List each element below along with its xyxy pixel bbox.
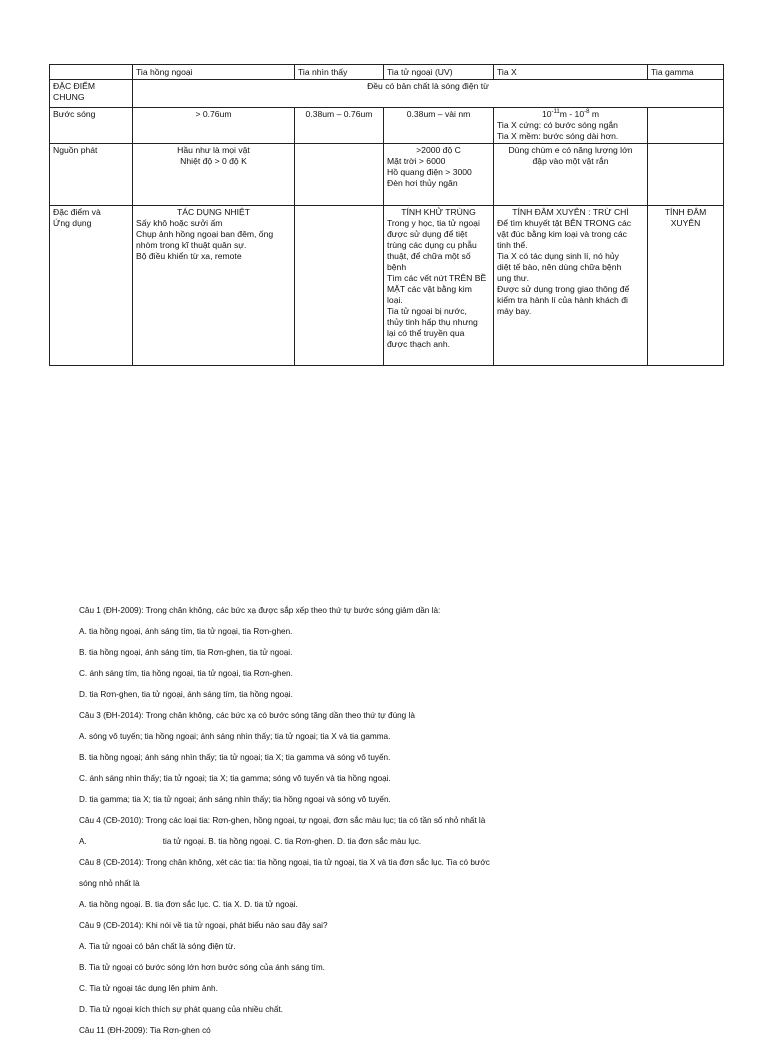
cell-line: ung thư. <box>497 273 530 283</box>
cell-buoc-song-gamma <box>648 108 724 144</box>
question-line-cutoff: Câu 11 (ĐH-2009): Tia Rơn-ghen có <box>79 1026 211 1035</box>
cell-ung-dung-nhin-thay <box>295 206 384 366</box>
cell-line: máy bay. <box>497 306 532 316</box>
question-line: B. tia hồng ngoại; ánh sáng nhìn thấy; tia tử ngoại; tia X; tia gamma và sóng vô tuyến. <box>79 753 391 762</box>
cell-buoc-song-hong-ngoai: > 0.76um <box>133 108 295 144</box>
cell-line: Được sử dụng trong giao thông để <box>497 284 630 294</box>
cell-line: Chụp ảnh hồng ngoại ban đêm, ống <box>136 229 274 239</box>
cell-line: Đèn hơi thủy ngân <box>387 178 458 188</box>
cell-line: được thạch anh. <box>387 339 450 349</box>
cell-nguon-phat-gamma <box>648 144 724 206</box>
question-line: C. Tia tử ngoại tác dụng lên phim ảnh. <box>79 984 218 993</box>
tia-x-range: $10^{-11}m - 10^{-8}$ m <box>541 109 600 119</box>
question-prefix: A. <box>79 837 87 846</box>
question-line: Câu 1 (ĐH-2009): Trong chân không, các bức xạ được sắp xếp theo thứ tự bước sóng giảm dần là: <box>79 606 441 615</box>
header-cell-nhin-thay: Tia nhìn thấy <box>295 65 384 80</box>
row-label-line: Ứng dụng <box>53 218 92 228</box>
table-row-chung <box>50 80 724 108</box>
cell-nguon-phat-hong-ngoai <box>133 144 295 206</box>
question-line: D. tia gamma; tia X; tia tử ngoại; ánh sáng nhìn thấy; tia hồng ngoại và sóng vô tuyến. <box>79 795 391 804</box>
question-line: sóng nhỏ nhất là <box>79 879 140 888</box>
cell-line: diệt tế bào, nên dùng chữa bệnh <box>497 262 622 272</box>
cell-line: Sấy khô hoặc sưởi ấm <box>136 218 223 228</box>
question-line: B. Tia tử ngoại có bước sóng lớn hơn bước sóng của ánh sáng tím. <box>79 963 325 972</box>
cell-line: trùng các dụng cụ phẫu <box>387 240 477 250</box>
row-label-chung <box>50 80 133 108</box>
question-line: C. ánh sáng tím, tia hồng ngoại, tia tử ngoại, tia Rơn-ghen. <box>79 669 293 678</box>
cell-line: thuật, để chữa một số <box>387 251 471 261</box>
cell-nguon-phat-tia-x <box>494 144 648 206</box>
question-options: tia tử ngoại. B. tia hồng ngoại. C. tia Rơn-ghen. D. tia đơn sắc màu lục. <box>162 837 422 846</box>
cell-buoc-song-nhin-thay: 0.38um – 0.76um <box>295 108 384 144</box>
cell-buoc-song-tia-x <box>494 108 648 144</box>
cell-ung-dung-tu-ngoai <box>384 206 494 366</box>
question-line: D. tia Rơn-ghen, tia tử ngoại, ánh sáng tím, tia hồng ngoại. <box>79 690 293 699</box>
cell-line: Bộ điều khiển từ xa, remote <box>136 251 242 261</box>
header-cell-tia-x: Tia X <box>494 65 648 80</box>
question-line: Câu 9 (CĐ-2014): Khi nói về tia tử ngoại, phát biểu nào sau đây sai? <box>79 921 328 930</box>
row-label-nguon-phat: Nguồn phát <box>50 144 133 206</box>
question-line <box>79 837 719 858</box>
merged-common-cell: Đều có bản chất là sóng điện từ <box>133 80 724 108</box>
table-row-buoc-song <box>50 108 724 144</box>
header-cell-empty <box>50 65 133 80</box>
cell-title: TÍNH ĐÂM XUYÊN : TRỪ CHÌ <box>512 207 629 217</box>
question-line: D. Tia tử ngoại kích thích sự phát quang của nhiều chất. <box>79 1005 283 1014</box>
cell-nguon-phat-tu-ngoai <box>384 144 494 206</box>
cell-line: Dùng chùm e có năng lượng lớn <box>508 145 633 155</box>
questions-section <box>79 606 719 1038</box>
question-line: Câu 4 (CĐ-2010): Trong các loại tia: Rơn-ghen, hồng ngoại, tự ngoại, đơn sắc màu lục; tia có tần số nhỏ nhất là <box>79 816 486 825</box>
cell-nguon-phat-nhin-thay <box>295 144 384 206</box>
question-line: A. tia hồng ngoại. B. tia đơn sắc lục. C. tia X. D. tia tử ngoại. <box>79 900 298 909</box>
question-line: A. Tia tử ngoại có bản chất là sóng điện từ. <box>79 942 236 951</box>
cell-line: kiểm tra hành lí của hành khách đi <box>497 295 628 305</box>
row-label-ung-dung <box>50 206 133 366</box>
cell-line: MẶT các vật bằng kim <box>387 284 472 294</box>
question-line: Câu 8 (CĐ-2014): Trong chân không, xét các tia: tia hồng ngoại, tia tử ngoại, tia X và tia đơn sắc lục. Tia có bước <box>79 858 490 867</box>
cell-line: thủy tinh hấp thụ nhưng <box>387 317 478 327</box>
cell-line: XUYÊN <box>670 218 701 228</box>
cell-title: TÍNH KHỬ TRÙNG <box>401 207 476 217</box>
cell-line: Trong y học, tia tử ngoại <box>387 218 480 228</box>
cell-line: tinh thể. <box>497 240 528 250</box>
row-label-line: ĐẶC ĐIỂM <box>53 81 96 91</box>
header-cell-gamma: Tia gamma <box>648 65 724 80</box>
cell-line: được sử dụng để tiệt <box>387 229 468 239</box>
cell-line: Tia tử ngoại bị nước, <box>387 306 467 316</box>
cell-line: Hồ quang điện > 3000 <box>387 167 472 177</box>
header-cell-hong-ngoai: Tia hồng ngoại <box>133 65 295 80</box>
cell-line: Hầu như là mọi vật <box>177 145 250 155</box>
comparison-table <box>49 64 724 366</box>
cell-ung-dung-gamma <box>648 206 724 366</box>
cell-line: >2000 độ C <box>416 145 461 155</box>
question-line: B. tia hồng ngoại, ánh sáng tím, tia Rơn-ghen, tia tử ngoại. <box>79 648 293 657</box>
row-label-line: CHUNG <box>53 92 85 102</box>
cell-ung-dung-tia-x <box>494 206 648 366</box>
cell-line: TÍNH ĐÂM <box>664 207 707 217</box>
cell-line: Mặt trời > 6000 <box>387 156 446 166</box>
cell-line: Tia X có tác dụng sinh lí, nó hủy <box>497 251 619 261</box>
tia-x-soft-line: Tia X mềm: bước sóng dài hơn. <box>497 131 619 141</box>
cell-title: TÁC DỤNG NHIỆT <box>176 207 251 217</box>
cell-line: đập vào một vật rắn <box>532 156 609 166</box>
table-row-nguon-phat <box>50 144 724 206</box>
cell-line: nhòm trong kĩ thuật quân sự. <box>136 240 247 250</box>
table-row-ung-dung <box>50 206 724 366</box>
table-header-row <box>50 65 724 80</box>
row-label-line: Đặc điểm và <box>53 207 101 217</box>
question-line: C. ánh sáng nhìn thấy; tia tử ngoại; tia X; tia gamma; sóng vô tuyến và tia hồng ngoại. <box>79 774 391 783</box>
question-line: A. tia hồng ngoại, ánh sáng tím, tia tử ngoại, tia Rơn-ghen. <box>79 627 293 636</box>
cell-line: vật đúc bằng kim loại và trong các <box>497 229 627 239</box>
cell-line: bệnh <box>387 262 407 272</box>
tia-x-hard-line: Tia X cứng: có bước sóng ngắn <box>497 120 618 130</box>
header-cell-tu-ngoai: Tia tử ngoại (UV) <box>384 65 494 80</box>
question-line: A. sóng vô tuyến; tia hồng ngoại; ánh sáng nhìn thấy; tia tử ngoại; tia X và tia gamma. <box>79 732 391 741</box>
cell-line: Nhiệt độ > 0 độ K <box>180 156 247 166</box>
cell-line: lại có thể truyền qua <box>387 328 465 338</box>
cell-line: loại. <box>387 295 403 305</box>
row-label-buoc-song: Bước sóng <box>50 108 133 144</box>
cell-line: Tìm các vết nứt TRÊN BỀ <box>387 273 487 283</box>
question-line: Câu 3 (ĐH-2014): Trong chân không, các bức xạ có bước sóng tăng dần theo thứ tự đúng là <box>79 711 415 720</box>
cell-line: Để tìm khuyết tật BÊN TRONG các <box>497 218 632 228</box>
cell-ung-dung-hong-ngoai <box>133 206 295 366</box>
cell-buoc-song-tu-ngoai: 0.38um – vài nm <box>384 108 494 144</box>
